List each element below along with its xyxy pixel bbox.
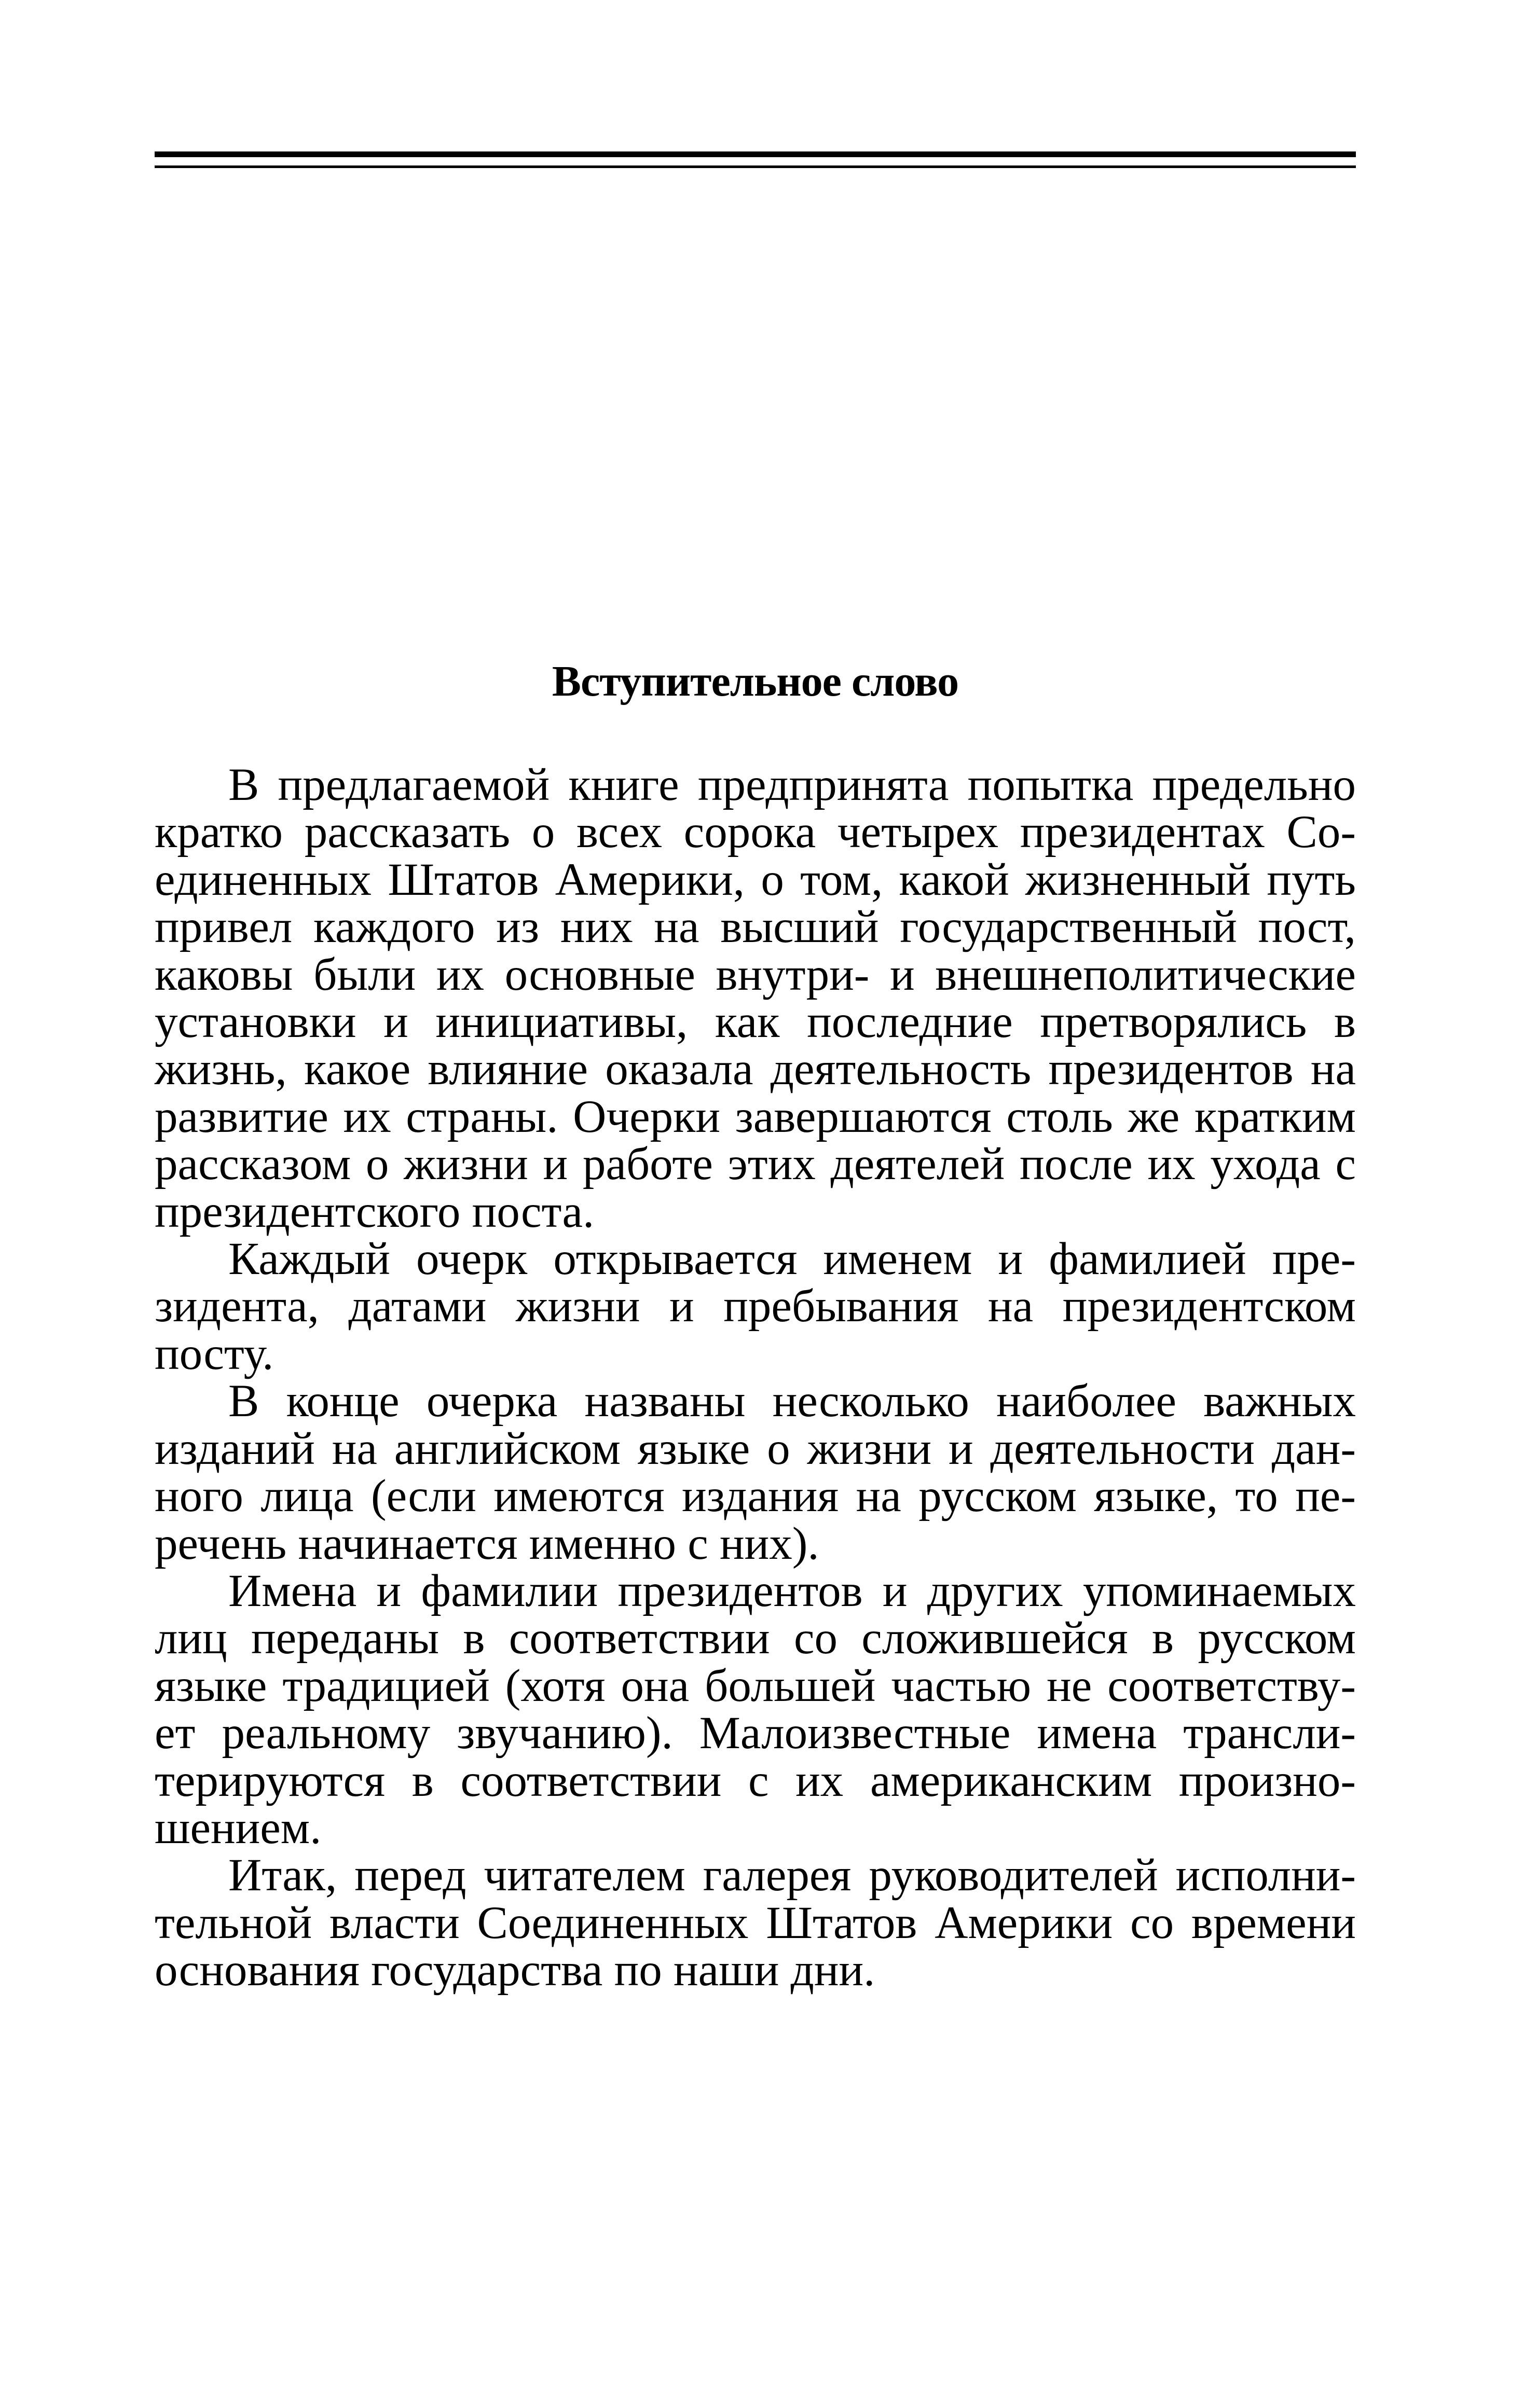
text-line: Каждый очерк открывается именем и фамилией пре- [228,1234,1356,1285]
header-rule-thick [155,151,1356,157]
page-title: Вступительное слово [552,657,959,705]
paragraph-2 [155,1236,1356,1378]
text-line: В конце очерка названы несколько наиболее важных [228,1376,1356,1427]
text-line: шением. [155,1802,322,1853]
text-line: терируются в соответствии с их американским произно- [155,1755,1356,1806]
text-line: привел каждого из них на высший государственный пост, [155,902,1356,953]
paragraph-1 [155,759,1356,1237]
text-line: единенных Штатов Америки, о том, какой жизненный путь [155,854,1356,905]
text-line: языке традицией (хотя она большей частью не соответству- [155,1660,1356,1711]
text-line: зидента, датами жизни и пребывания на президентском [155,1281,1356,1332]
text-line: Имена и фамилии президентов и других упоминаемых [228,1565,1356,1616]
text-line: изданий на английском языке о жизни и деятельности дан- [155,1423,1356,1474]
text-line: лиц переданы в соответствии со сложившейся в русском [155,1613,1356,1664]
text-line: ного лица (если имеются издания на русском языке, то пе- [155,1471,1356,1522]
text-line: каковы были их основные внутри- и внешнеполитические [155,949,1356,1000]
text-line: жизнь, какое влияние оказала деятельность президентов на [155,1044,1356,1095]
body-text [155,759,1356,1996]
text-line: рассказом о жизни и работе этих деятелей после их ухода с [155,1139,1356,1190]
paragraph-3 [155,1378,1356,1568]
text-line: президентского поста. [155,1186,595,1237]
text-line: речень начинается именно с них). [155,1518,819,1569]
text-line: установки и инициативы, как последние претворялись в [155,997,1356,1048]
text-line: Итак, перед читателем галерея руководителей исполни- [228,1850,1356,1901]
text-line: В предлагаемой книге предпринята попытка предельно [228,759,1356,810]
header-rule-thin [155,165,1356,168]
text-line: ет реальному звучанию). Малоизвестные имена трансли- [155,1708,1356,1759]
text-line: посту. [155,1328,274,1379]
text-line: развитие их страны. Очерки завершаются столь же кратким [155,1091,1356,1142]
paragraph-4 [155,1565,1356,1853]
text-line: тельной власти Соединенных Штатов Америки со времени [155,1897,1356,1948]
text-line: кратко рассказать о всех сорока четырех президентах Со- [155,807,1356,858]
paragraph-5 [155,1852,1356,1994]
text-line: основания государства по наши дни. [155,1945,875,1996]
